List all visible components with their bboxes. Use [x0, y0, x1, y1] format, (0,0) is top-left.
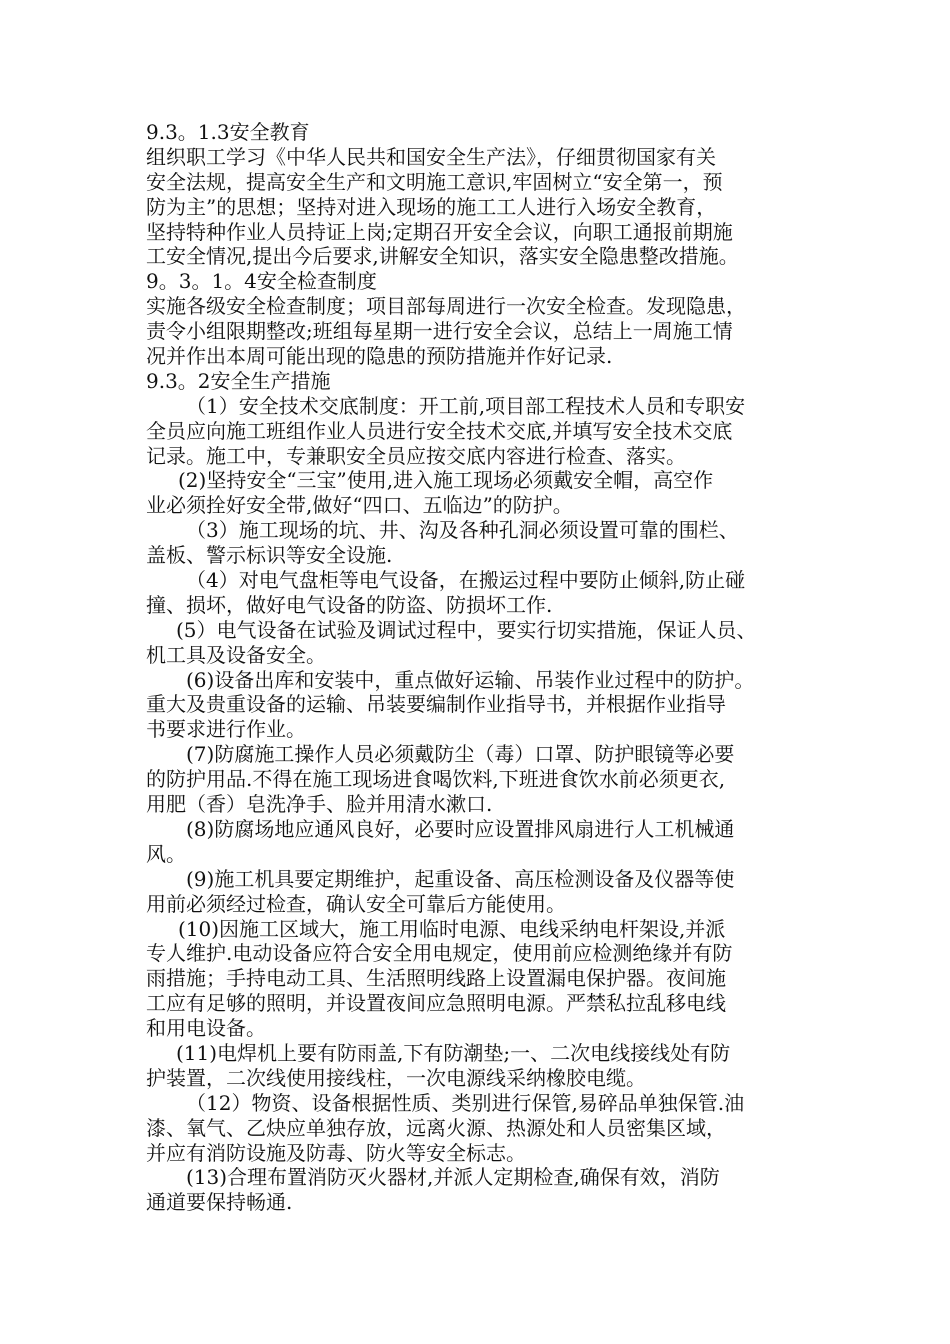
paragraph [146, 742, 846, 817]
paragraph-line: （1）安全技术交底制度：开工前,项目部工程技术人员和专职安 [186, 393, 746, 418]
paragraph [146, 1165, 846, 1215]
paragraph-line: 工应有足够的照明，并设置夜间应急照明电源。严禁私拉乱移电线 [146, 991, 726, 1016]
section-heading: 9.3。2安全生产措施 [146, 368, 331, 393]
paragraph [146, 145, 846, 269]
paragraph [146, 518, 846, 568]
section-heading: 9。3。1。4安全检查制度 [146, 269, 377, 294]
paragraph [146, 618, 846, 668]
paragraph-line: 并应有消防设施及防毒、防火等安全标志。 [146, 1140, 526, 1165]
section-heading: 9.3。1.3安全教育 [146, 120, 310, 144]
paragraph-line: 防为主”的思想；坚持对进入现场的施工工人进行入场安全教育， [146, 194, 717, 219]
paragraph-line: 业必须拴好安全带,做好“四口、五临边”的防护。 [146, 493, 573, 518]
paragraph-line: （3）施工现场的坑、井、沟及各种孔洞必须设置可靠的围栏、 [186, 518, 739, 543]
paragraph [146, 668, 846, 743]
paragraph-line: 和用电设备。 [146, 1016, 266, 1041]
paragraph [146, 1041, 846, 1091]
paragraph-line: （4）对电气盘柜等电气设备，在搬运过程中要防止倾斜,防止碰 [186, 568, 746, 593]
paragraph-line: (9)施工机具要定期维护，起重设备、高压检测设备及仪器等使 [186, 866, 735, 891]
paragraph-line: 风。 [146, 841, 186, 866]
paragraph [146, 568, 846, 618]
paragraph-line: (11)电焊机上要有防雨盖,下有防潮垫;一、二次电线接线处有防 [176, 1040, 731, 1065]
paragraph-line: (2)坚持安全“三宝”使用,进入施工现场必须戴安全帽，高空作 [178, 468, 714, 493]
paragraph-line: 安全法规，提高安全生产和文明施工意识,牢固树立“安全第一，预 [146, 169, 723, 194]
paragraph-line: (6)设备出库和安装中，重点做好运输、吊装作业过程中的防护。 [186, 667, 755, 692]
paragraph-line: 雨措施；手持电动工具、生活照明线路上设置漏电保护器。夜间施 [146, 966, 726, 991]
paragraph-line: 用肥（香）皂洗净手、脸并用清水漱口. [146, 792, 493, 817]
paragraph [146, 867, 846, 917]
paragraph [146, 294, 846, 369]
paragraph [146, 1091, 846, 1166]
paragraph [146, 817, 846, 867]
paragraph [146, 394, 846, 469]
paragraph-line: 组织职工学习《中华人民共和国安全生产法》，仔细贯彻国家有关 [146, 144, 716, 169]
paragraph-line: (8)防腐场地应通风良好，必要时应设置排风扇进行人工机械通 [186, 816, 735, 841]
paragraph-line: 撞、损坏，做好电气设备的防盗、防损坏工作. [146, 592, 553, 617]
paragraph [146, 468, 846, 518]
document-page [146, 120, 846, 1215]
paragraph-line: 用前必须经过检查，确认安全可靠后方能使用。 [146, 891, 566, 916]
paragraph-line: （12）物资、设备根据性质、类别进行保管,易碎品单独保管.油 [186, 1090, 745, 1115]
paragraph-line: 实施各级安全检查制度；项目部每周进行一次安全检查。发现隐患， [146, 294, 746, 319]
paragraph-line: 漆、氧气、乙炔应单独存放，远离火源、热源处和人员密集区域， [146, 1115, 726, 1140]
paragraph-line: 重大及贵重设备的运输、吊装要编制作业指导书，并根据作业指导 [146, 692, 726, 717]
paragraph-line: 况并作出本周可能出现的隐患的预防措施并作好记录. [146, 344, 613, 369]
paragraph-line: 书要求进行作业。 [146, 717, 306, 742]
paragraph-line: (7)防腐施工操作人员必须戴防尘（毒）口罩、防护眼镜等必要 [186, 742, 735, 767]
paragraph [146, 917, 846, 1041]
paragraph-line: 责令小组限期整改;班组每星期一进行安全会议，总结上一周施工情 [146, 319, 733, 344]
paragraph-line: 全员应向施工班组作业人员进行安全技术交底,并填写安全技术交底 [146, 418, 733, 443]
paragraph-line: 记录。施工中，专兼职安全员应按交底内容进行检查、落实。 [146, 443, 686, 468]
paragraph-line: 通道要保持畅通. [146, 1190, 293, 1215]
paragraph-line: 的防护用品.不得在施工现场进食喝饮料,下班进食饮水前必须更衣, [146, 767, 726, 792]
paragraph-line: 工安全情况,提出今后要求,讲解安全知识，落实安全隐患整改措施。 [146, 244, 739, 269]
paragraph-line: 坚持特种作业人员持证上岗;定期召开安全会议，向职工通报前期施 [146, 219, 733, 244]
paragraph-line: 机工具及设备安全。 [146, 642, 326, 667]
paragraph-line: 护装置，二次线使用接线柱，一次电源线采纳橡胶电缆。 [146, 1065, 646, 1090]
paragraph-line: (5）电气设备在试验及调试过程中，要实行切实措施，保证人员、 [176, 617, 757, 642]
paragraph-line: (10)因施工区域大，施工用临时电源、电线采纳电杆架设,并派 [178, 916, 726, 941]
paragraph-line: 专人维护.电动设备应符合安全用电规定，使用前应检测绝缘并有防 [146, 941, 733, 966]
paragraph-line: 盖板、警示标识等安全设施. [146, 543, 393, 568]
paragraph-line: (13)合理布置消防灭火器材,并派人定期检查,确保有效，消防 [186, 1165, 720, 1190]
